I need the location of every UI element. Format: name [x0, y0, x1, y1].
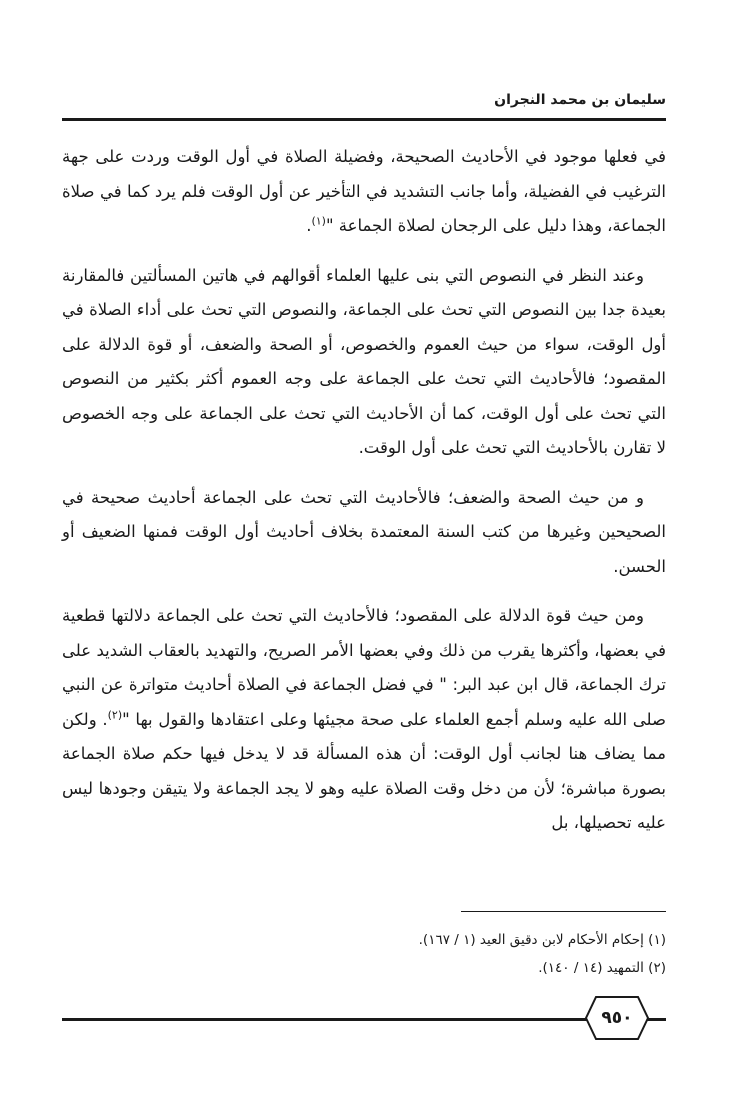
footnote-1: (١) إحكام الأحكام لابن دقيق العيد (١ / ١٦٧).	[418, 932, 666, 948]
header-rule	[62, 118, 666, 121]
paragraph-2: وعند النظر في النصوص التي بنى عليها العلماء أقوالهم في هاتين المسألتين فالمقارنة بعيدة جدا بين النصوص التي تحث على الجماعة، والنصوص التي تحث على أداء الصلاة في أول الوقت، سواء من حيث العموم والخصوص، أو الصحة والضعف، أو قوة الدلالة على المقصود؛ فالأحاديث التي تحث على الجماعة على وجه العموم أكثر بكثير من النصوص التي تحث على أول الوقت، كما أن الأحاديث التي تحث على الجماعة على وجه الخصوص لا تقارن بالأحاديث التي تحث على أول الوقت.	[62, 265, 666, 457]
footnote-separator	[461, 911, 666, 912]
footnote-marker-1: (١)	[311, 214, 326, 228]
page-number-badge	[584, 995, 650, 1041]
paragraph-1	[62, 140, 666, 244]
paragraph-1-text: في فعلها موجود في الأحاديث الصحيحة، وفضيلة الصلاة في أول الوقت وردت على جهة الترغيب في الفضيلة، وأما جانب التشديد في التأخير عن أول الوقت فلم يرد كما في صلاة الجماعة، وهذا دليل على الرجحان لصلاة الجماعة "	[62, 147, 666, 235]
paragraph-4	[62, 599, 666, 841]
paragraph-1-end: .	[306, 216, 312, 235]
paragraph-3: و من حيث الصحة والضعف؛ فالأحاديث التي تحث على الجماعة أحاديث صحيحة في الصحيحين وغيرها من كتب السنة المعتمدة بخلاف أحاديث أول الوقت فمنها الضعيف أو الحسن.	[62, 487, 666, 576]
body-text	[62, 140, 666, 856]
footnote-2: (٢) التمهيد (١٤ / ١٤٠).	[538, 960, 666, 976]
paragraph-4-end: . ولكن مما يضاف هنا لجانب أول الوقت: أن هذه المسألة قد لا يدخل فيها حكم صلاة الجماعة بصورة مباشرة؛ لأن من دخل وقت الصلاة عليه وهو لا يجد الجماعة ولا يتيقن وجودها ليس عليه تحصيلها، بل	[62, 709, 666, 832]
footnotes	[62, 926, 666, 982]
footnote-marker-2: (٢)	[107, 708, 123, 721]
page-number: ٩٥٠	[601, 1008, 633, 1028]
running-header-author: سليمان بن محمد النجران	[494, 92, 666, 108]
footer-rule	[62, 1018, 666, 1021]
paragraph-4-text: ومن حيث قوة الدلالة على المقصود؛ فالأحاديث التي تحث على الجماعة دلالتها قطعية في بعضها، وأكثرها يقرب من ذلك وفي بعضها الأمر الصريح، والتهديد بالعقاب الشديد على ترك الجماعة، قال ابن عبد البر: " في فضل الجماعة في الصلاة أحاديث متواترة عن النبي صلى الله عليه وسلم أجمع العلماء على صحة مجيئها وعلى اعتقادها والقول بها "	[62, 606, 666, 729]
